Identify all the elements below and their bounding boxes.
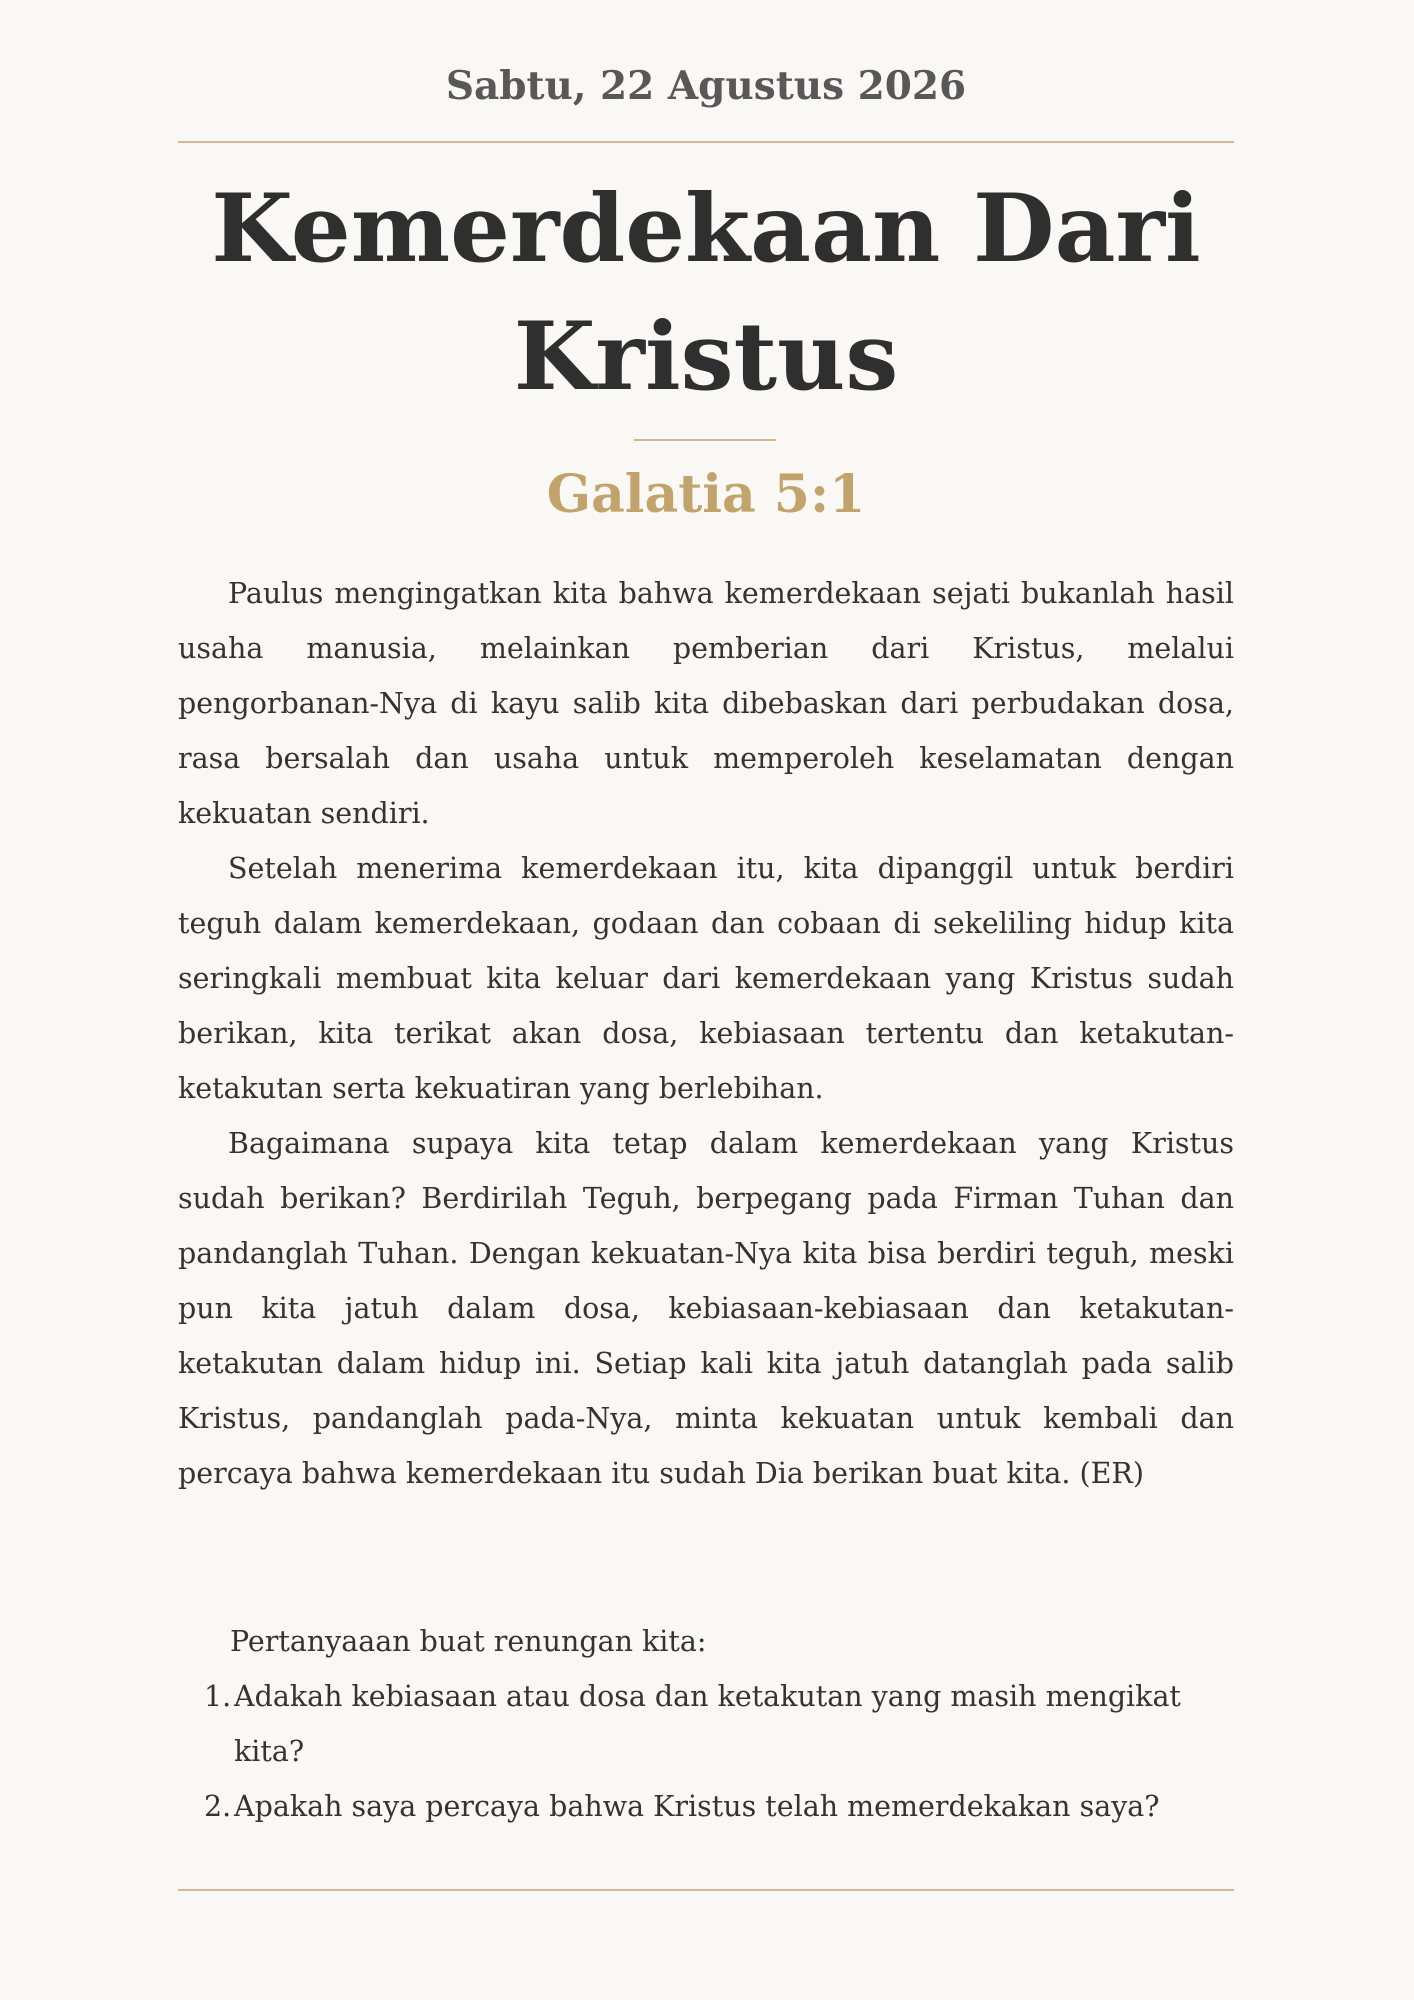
date-header: Sabtu, 22 Agustus 2026 [445,63,967,109]
question-text: Adakah kebiasaan atau dosa dan ketakutan yang masih mengikat kita? [234,1680,1181,1768]
question-number: 1. [204,1680,232,1713]
reflection-question-list [178,1669,1234,1834]
reflection-section [178,1614,1234,1834]
page-title: Kemerdekaan Dari Kristus [211,174,1201,412]
reflection-intro: Pertanyaaan buat renungan kita: [230,1625,707,1658]
reflection-question [178,1779,1234,1834]
body-paragraph: Paulus mengingatkan kita bahwa kemerdekaan sejati bukanlah hasil usaha manusia, melainkan pemberian dari Kristus, melalui pengorbanan-Nya di kayu salib kita dibebaskan dari perbudakan dosa, rasa bersalah dan usaha untuk memperoleh keselamatan dengan kekuatan sendiri. [178,577,1234,830]
body-paragraph: Setelah menerima kemerdekaan itu, kita dipanggil untuk berdiri teguh dalam kemerdekaan, godaan dan cobaan di sekeliling hidup kita seringkali membuat kita keluar dari kemerdekaan yang Kristus sudah berikan, kita terikat akan dosa, kebiasaan tertentu dan ketakutan-ketakutan serta kekuatiran yang berlebihan. [178,852,1234,1105]
body-paragraph: Bagaimana supaya kita tetap dalam kemerdekaan yang Kristus sudah berikan? Berdirilah Teguh, berpegang pada Firman Tuhan dan pandanglah Tuhan. Dengan kekuatan-Nya kita bisa berdiri teguh, meski pun kita jatuh dalam dosa, kebiasaan-kebiasaan dan ketakutan-ketakutan dalam hidup ini. Setiap kali kita jatuh datanglah pada salib Kristus, pandanglah pada-Nya, minta kekuatan untuk kembali dan percaya bahwa kemerdekaan itu sudah Dia berikan buat kita. (ER) [178,1127,1234,1490]
title-divider [634,439,776,441]
reflection-question [178,1669,1234,1779]
bottom-divider [178,1889,1234,1891]
question-number: 2. [204,1790,232,1823]
devotional-page [178,0,1234,2000]
scripture-reference: Galatia 5:1 [546,464,866,525]
question-text: Apakah saya percaya bahwa Kristus telah memerdekakan saya? [234,1790,1160,1823]
top-divider [178,141,1234,143]
devotional-body [178,566,1234,1501]
